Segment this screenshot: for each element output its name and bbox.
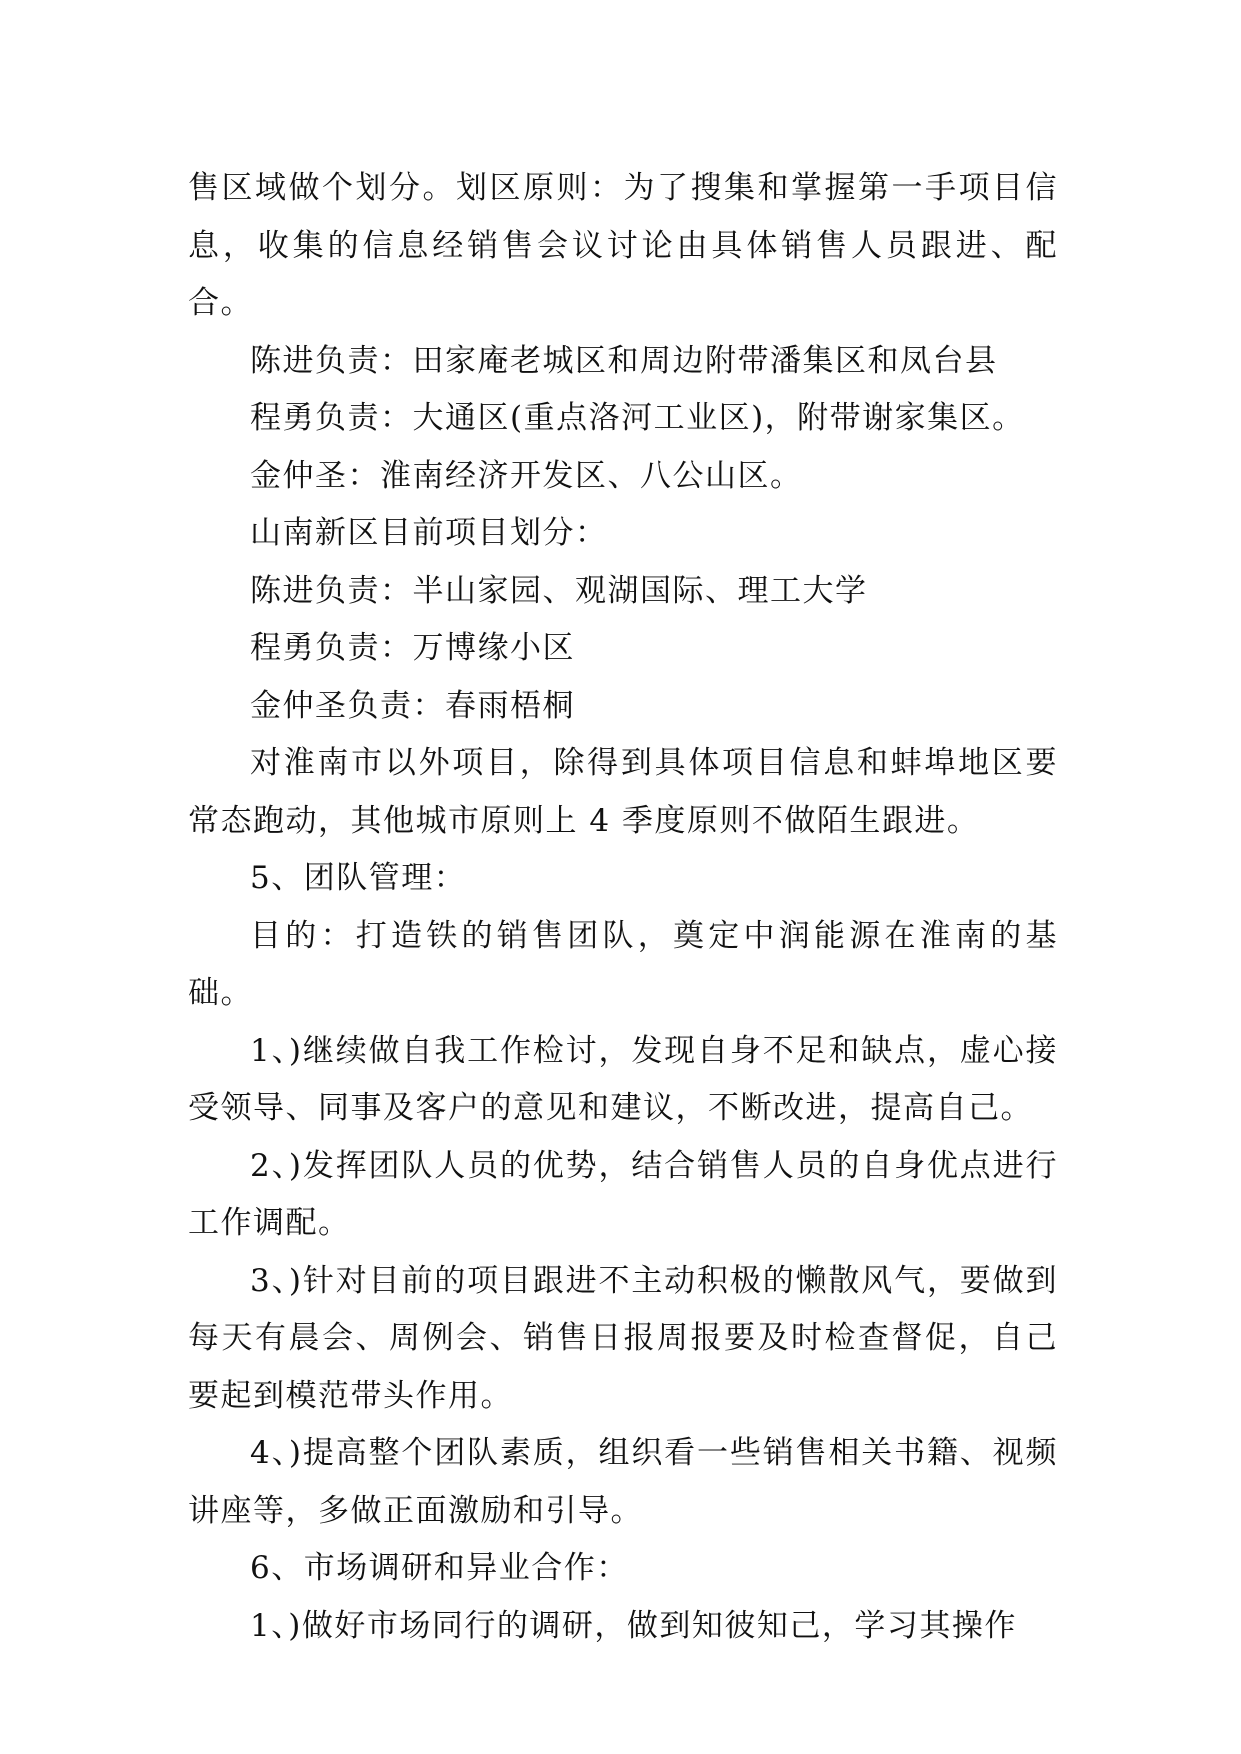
list-item-team-1: 1、)继续做自我工作检讨，发现自身不足和缺点，虚心接受领导、同事及客户的意见和建议，不断改进，提高自己。 (188, 1032, 1058, 1126)
paragraph-chengyong-area: 程勇负责：大通区(重点洛河工业区)，附带谢家集区。 (250, 400, 1025, 436)
paragraph-team-goal: 目的：打造铁的销售团队，奠定中润能源在淮南的基础。 (188, 917, 1058, 1011)
paragraph-chenjin-projects: 陈进负责：半山家园、观湖国际、理工大学 (250, 572, 868, 609)
list-item-team-2: 2、)发挥团队人员的优势，结合销售人员的自身优点进行工作调配。 (188, 1147, 1058, 1241)
section-heading-team-management: 5、团队管理： (250, 860, 467, 896)
paragraph-region-division: 售区域做个划分。划区原则：为了搜集和掌握第一手项目信息，收集的信息经销售会议讨论由具体销售人员跟进、配合。 (188, 170, 1058, 321)
paragraph-outside-huainan: 对淮南市以外项目，除得到具体项目信息和蚌埠地区要常态跑动，其他城市原则上 4 季度原则不做陌生跟进。 (188, 745, 1058, 839)
list-item-market-1: 1、)做好市场同行的调研，做到知彼知己，学习其操作 (250, 1607, 1017, 1644)
paragraph-jinzhongsheng-area: 金仲圣：淮南经济开发区、八公山区。 (250, 457, 803, 494)
section-heading-market-research: 6、市场调研和异业合作： (250, 1550, 629, 1586)
paragraph-shannan-heading: 山南新区目前项目划分： (250, 515, 608, 551)
list-item-team-3: 3、)针对目前的项目跟进不主动积极的懒散风气，要做到每天有晨会、周例会、销售日报周报要及时检查督促，自己要起到模范带头作用。 (188, 1262, 1058, 1414)
paragraph-jinzhongsheng-projects: 金仲圣负责：春雨梧桐 (250, 687, 575, 724)
document-body (188, 160, 1058, 1655)
paragraph-chenjin-area: 陈进负责：田家庵老城区和周边附带潘集区和凤台县 (250, 342, 998, 379)
paragraph-chengyong-projects: 程勇负责：万博缘小区 (250, 630, 575, 666)
list-item-team-4: 4、)提高整个团队素质，组织看一些销售相关书籍、视频讲座等，多做正面激励和引导。 (188, 1435, 1058, 1529)
